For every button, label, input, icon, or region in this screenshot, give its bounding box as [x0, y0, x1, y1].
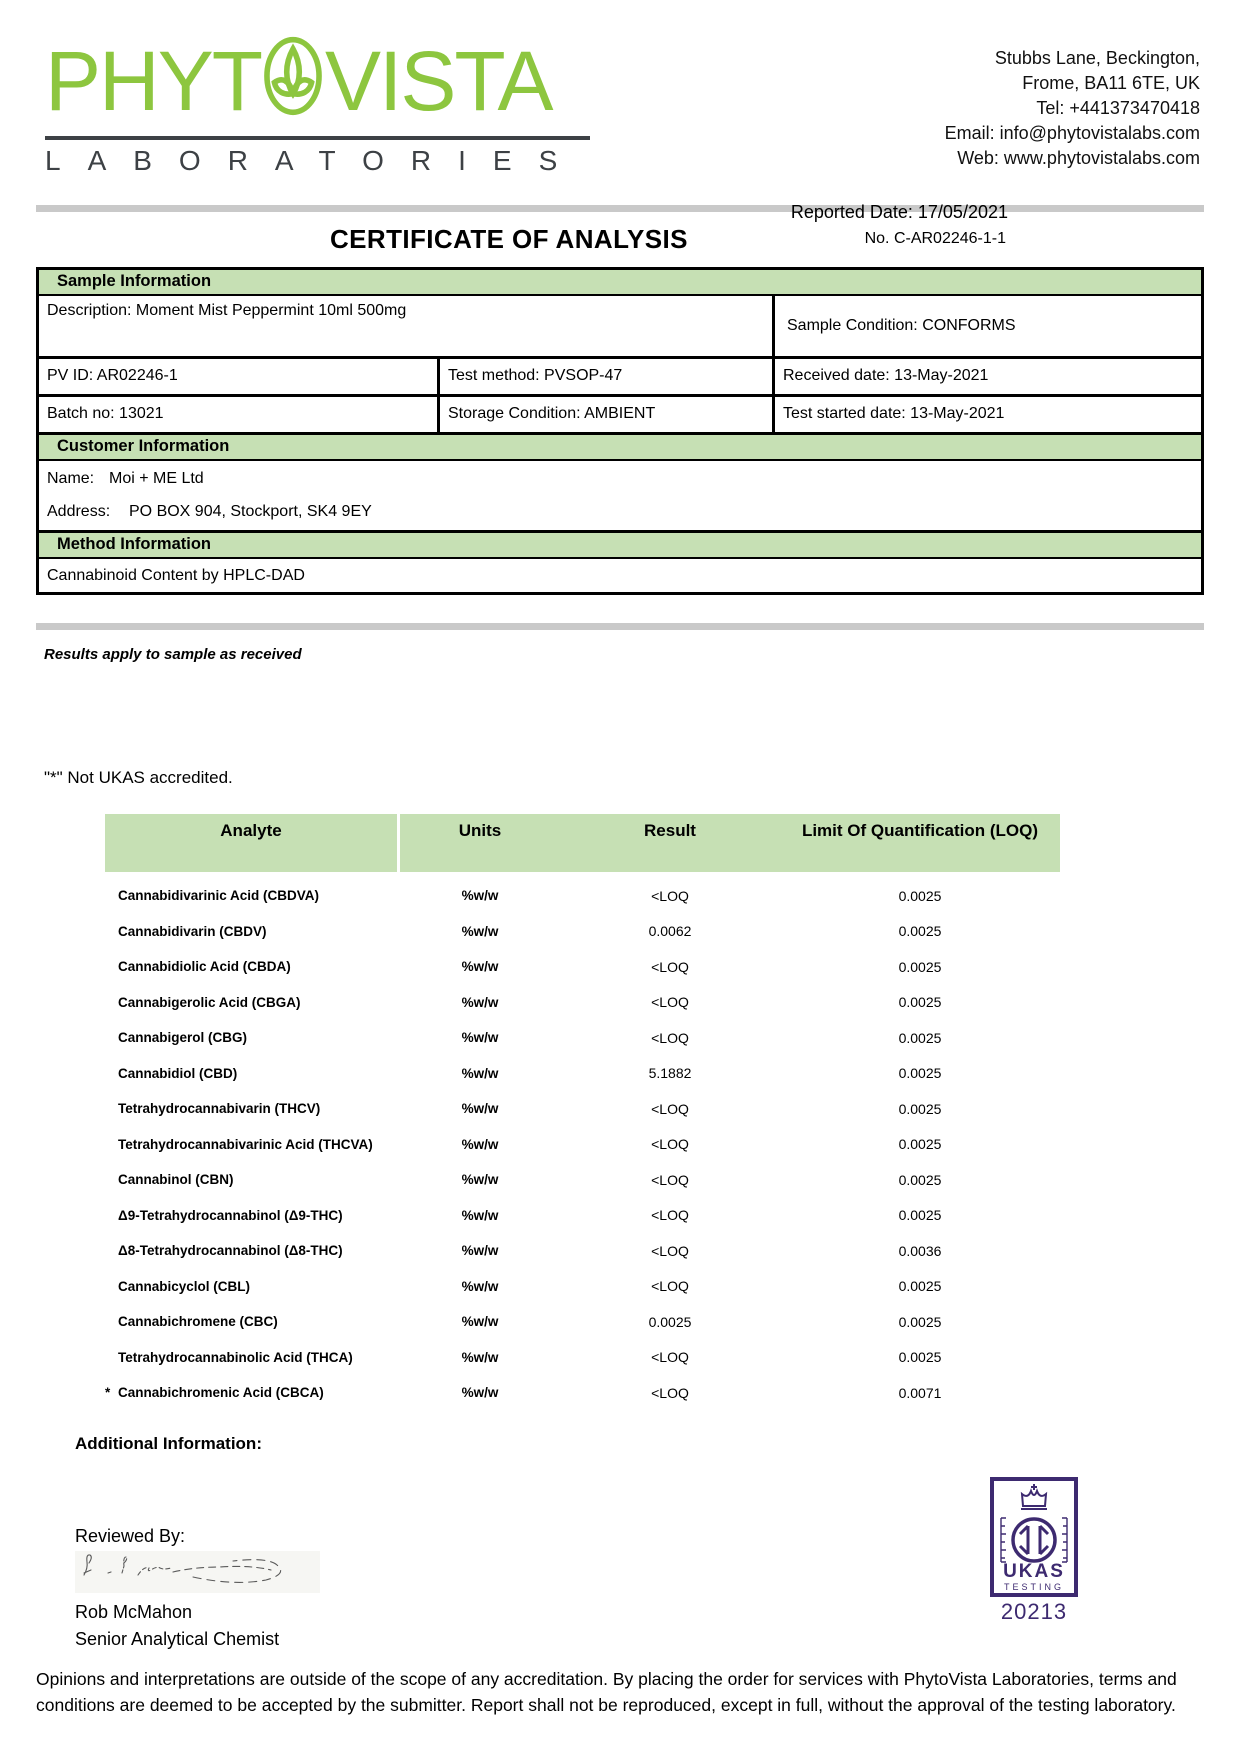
analyte-asterisk: *	[105, 1385, 111, 1401]
ukas-number: 20213	[1000, 1599, 1068, 1624]
customer-information-header: Customer Information	[39, 432, 1201, 461]
analyte-name: Δ8-Tetrahydrocannabinol (Δ8-THC)	[118, 1243, 343, 1259]
units-cell: %w/w	[461, 994, 499, 1010]
reviewer-name: Rob McMahon	[75, 1602, 193, 1623]
ukas-symbol-icon	[1013, 1519, 1055, 1561]
customer-address-value: PO BOX 904, Stockport, SK4 9EY	[129, 502, 372, 520]
table-row	[105, 1339, 1060, 1375]
units-cell: %w/w	[461, 1349, 499, 1365]
analyte-name: Cannabigerol (CBG)	[118, 1030, 248, 1046]
information-table	[36, 267, 1204, 595]
result-cell: <LOQ	[651, 1384, 689, 1401]
logo-divider-line	[45, 136, 590, 140]
analyte-name: Tetrahydrocannabivarinic Acid (THCVA)	[118, 1136, 373, 1152]
analyte-name: Cannabidivarinic Acid (CBDVA)	[118, 888, 320, 904]
units-cell: %w/w	[461, 1314, 499, 1330]
header-divider	[36, 205, 1204, 212]
result-cell: <LOQ	[651, 1136, 689, 1153]
results-rows	[105, 878, 1060, 1411]
analyte-name: Cannabidiol (CBD)	[118, 1065, 238, 1081]
page-title: CERTIFICATE OF ANALYSIS	[330, 224, 688, 254]
logo-subtitle: LABORATORIES	[45, 144, 585, 176]
leaf-icon	[263, 36, 323, 128]
accreditation-note: "*" Not UKAS accredited.	[44, 767, 233, 787]
ukas-name: UKAS	[1003, 1561, 1065, 1582]
analyte-name: Tetrahydrocannabinolic Acid (THCA)	[118, 1349, 353, 1365]
batch-row	[39, 394, 1201, 432]
result-cell: <LOQ	[651, 1029, 689, 1046]
units-cell: %w/w	[461, 923, 499, 939]
units-cell: %w/w	[461, 959, 499, 975]
description-cell: Description: Moment Mist Peppermint 10ml 500mg	[39, 296, 775, 356]
web-line: Web: www.phytovistalabs.com	[957, 148, 1200, 168]
footer-disclaimer: Opinions and interpretations are outside of the scope of any accreditation. By placing the order for services with PhytoVista Laboratories, terms and conditions are deemed to be accepted by the submitter. Report shall not be reproduced, except in full, without the approval of the testing laboratory.	[36, 1669, 1177, 1715]
table-row	[105, 1197, 1060, 1233]
test-started-date-cell: Test started date: 13-May-2021	[783, 404, 1005, 422]
logo-text-part2: VISTA	[325, 34, 552, 128]
logo-text-part1: PHYT	[45, 34, 262, 128]
table-row	[105, 1304, 1060, 1340]
loq-cell: 0.0025	[898, 1065, 942, 1082]
loq-cell: 0.0025	[898, 1278, 942, 1295]
customer-details	[39, 461, 1201, 530]
result-cell: <LOQ	[651, 1207, 689, 1224]
column-header-analyte: Analyte	[105, 814, 400, 872]
loq-cell: 0.0025	[898, 1313, 942, 1330]
email-line: Email: info@phytovistalabs.com	[944, 123, 1200, 143]
logo-wordmark	[45, 36, 600, 128]
phytovista-logo	[45, 36, 600, 177]
units-cell: %w/w	[461, 1278, 499, 1294]
address-line: Stubbs Lane, Beckington,	[994, 48, 1200, 68]
reported-date: Reported Date: 17/05/2021	[790, 202, 1008, 222]
customer-address-label: Address:	[47, 502, 111, 520]
customer-name-line	[47, 470, 1193, 488]
analyte-name: Cannabinol (CBN)	[118, 1172, 234, 1188]
reviewed-by-label: Reviewed By:	[75, 1526, 186, 1547]
units-cell: %w/w	[461, 1207, 499, 1223]
table-row	[105, 949, 1060, 985]
loq-cell: 0.0071	[898, 1384, 942, 1401]
loq-cell: 0.0025	[898, 1100, 942, 1117]
loq-cell: 0.0025	[898, 958, 942, 975]
units-cell: %w/w	[461, 1030, 499, 1046]
lab-contact-info	[945, 36, 1200, 177]
analyte-name: Cannabichromenic Acid (CBCA)	[118, 1385, 324, 1401]
customer-name-label: Name:	[47, 469, 95, 487]
analyte-name: Cannabidivarin (CBDV)	[118, 923, 267, 939]
table-row	[105, 878, 1060, 914]
analyte-name: Tetrahydrocannabivarin (THCV)	[118, 1101, 321, 1117]
column-header-loq: Limit Of Quantification (LOQ)	[801, 820, 1039, 840]
loq-cell: 0.0025	[898, 887, 942, 904]
crown-icon	[1021, 1484, 1047, 1509]
table-row	[105, 1020, 1060, 1056]
table-row	[105, 1375, 1060, 1411]
storage-condition-cell: Storage Condition: AMBIENT	[440, 397, 775, 432]
additional-information-label: Additional Information:	[75, 1434, 262, 1454]
section-divider	[36, 623, 1204, 630]
description-row	[39, 296, 1201, 356]
loq-cell: 0.0025	[898, 994, 942, 1011]
result-cell: <LOQ	[651, 958, 689, 975]
loq-cell: 0.0025	[898, 1349, 942, 1366]
loq-cell: 0.0025	[898, 1171, 942, 1188]
loq-cell: 0.0025	[898, 923, 942, 940]
result-cell: <LOQ	[651, 994, 689, 1011]
results-table	[105, 814, 1060, 1411]
units-cell: %w/w	[461, 888, 499, 904]
customer-name-value: Moi + ME Ltd	[109, 469, 204, 487]
units-cell: %w/w	[461, 1136, 499, 1152]
results-note: Results apply to sample as received	[44, 645, 302, 663]
batch-no-cell: Batch no: 13021	[39, 397, 440, 432]
pv-id-cell: PV ID: AR02246-1	[39, 359, 440, 394]
report-number: No. C-AR02246-1-1	[864, 230, 1006, 247]
result-cell: <LOQ	[651, 1100, 689, 1117]
table-row	[105, 1233, 1060, 1269]
analyte-name: Cannabicyclol (CBL)	[118, 1278, 251, 1294]
result-cell: <LOQ	[651, 1349, 689, 1366]
result-cell: <LOQ	[651, 887, 689, 904]
result-cell: 0.0025	[648, 1313, 692, 1330]
column-header-units: Units	[458, 820, 502, 840]
units-cell: %w/w	[461, 1385, 499, 1401]
units-cell: %w/w	[461, 1172, 499, 1188]
method-cell: Cannabinoid Content by HPLC-DAD	[47, 566, 305, 584]
signature-image	[75, 1551, 320, 1593]
ruler-ticks	[1001, 1518, 1067, 1562]
method-information-header: Method Information	[39, 530, 1201, 559]
header	[0, 0, 1240, 177]
units-cell: %w/w	[461, 1101, 499, 1117]
ukas-subtitle: TESTING	[1003, 1582, 1065, 1592]
table-row	[105, 1268, 1060, 1304]
units-cell: %w/w	[461, 1065, 499, 1081]
table-row	[105, 984, 1060, 1020]
table-row	[105, 913, 1060, 949]
report-meta	[791, 202, 1008, 248]
ukas-accreditation-mark	[988, 1476, 1080, 1633]
column-header-result: Result	[644, 820, 696, 840]
sample-condition-cell: Sample Condition: CONFORMS	[787, 316, 1016, 334]
analyte-name: Cannabidiolic Acid (CBDA)	[118, 959, 291, 975]
received-date-cell: Received date: 13-May-2021	[783, 366, 989, 384]
table-row	[105, 1055, 1060, 1091]
result-cell: 0.0062	[648, 923, 692, 940]
analyte-name: Cannabichromene (CBC)	[118, 1314, 278, 1330]
result-cell: 5.1882	[648, 1065, 692, 1082]
reviewer-title: Senior Analytical Chemist	[75, 1629, 280, 1650]
loq-cell: 0.0036	[898, 1242, 942, 1259]
address-line: Frome, BA11 6TE, UK	[1022, 73, 1200, 93]
customer-address-line	[47, 503, 1193, 521]
units-cell: %w/w	[461, 1243, 499, 1259]
pvid-row	[39, 356, 1201, 394]
result-cell: <LOQ	[651, 1171, 689, 1188]
result-cell: <LOQ	[651, 1242, 689, 1259]
test-method-cell: Test method: PVSOP-47	[440, 359, 775, 394]
table-row	[105, 1091, 1060, 1127]
phone-line: Tel: +441373470418	[1036, 98, 1200, 118]
analyte-name: Cannabigerolic Acid (CBGA)	[118, 994, 301, 1010]
result-cell: <LOQ	[651, 1278, 689, 1295]
table-row	[105, 1162, 1060, 1198]
loq-cell: 0.0025	[898, 1207, 942, 1224]
analyte-name: Δ9-Tetrahydrocannabinol (Δ9-THC)	[118, 1207, 343, 1223]
sample-information-header: Sample Information	[39, 270, 1201, 296]
loq-cell: 0.0025	[898, 1136, 942, 1153]
loq-cell: 0.0025	[898, 1029, 942, 1046]
results-table-header	[105, 814, 1060, 872]
table-row	[105, 1126, 1060, 1162]
